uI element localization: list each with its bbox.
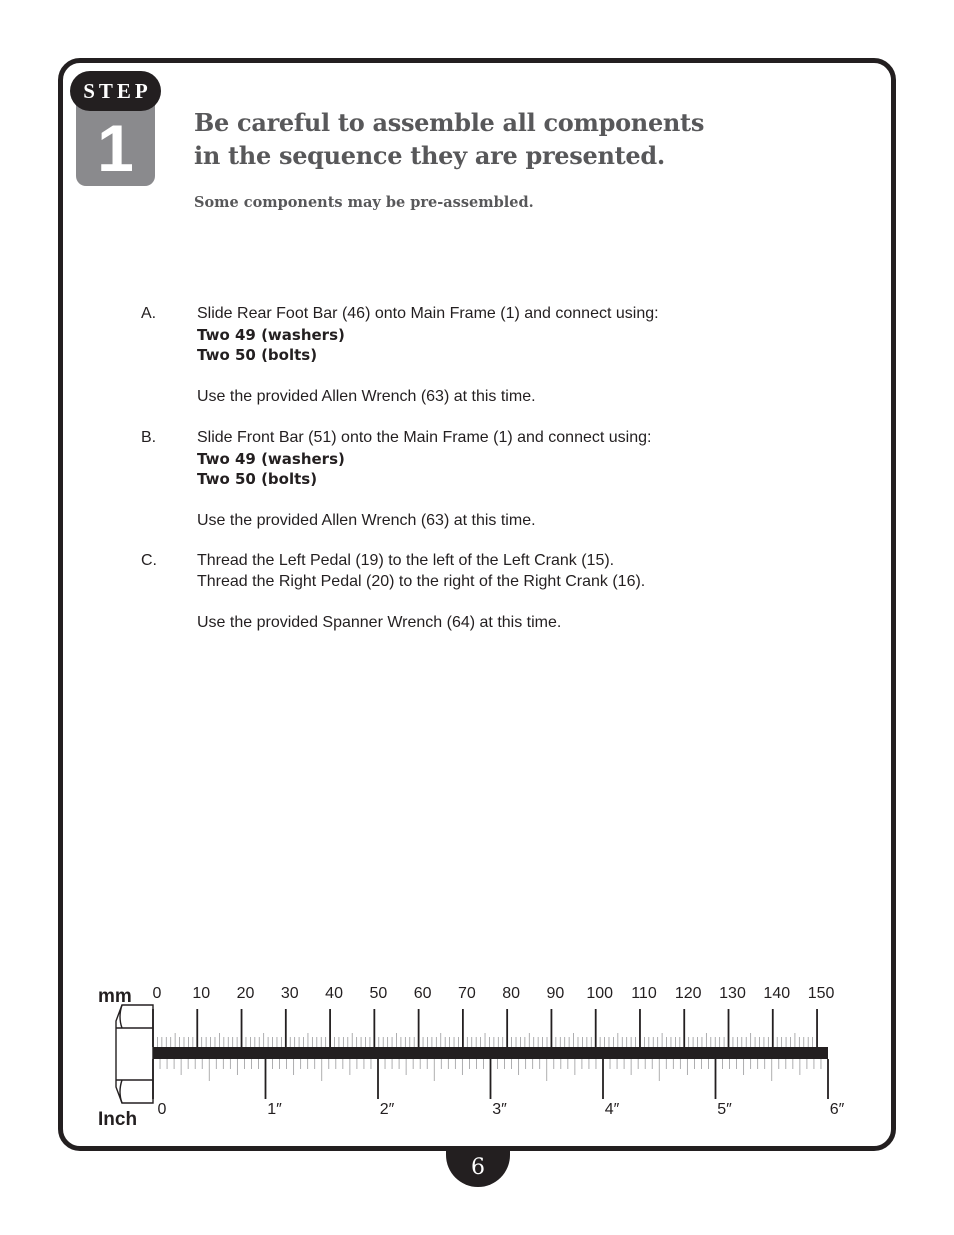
ruler-mm-tick-label: 110 xyxy=(631,985,657,1002)
ruler-inch-tick-label: 2″ xyxy=(379,1101,395,1118)
instruction-text: Slide Rear Foot Bar (46) onto Main Frame (1) and connect using: xyxy=(197,305,659,322)
heading-subtitle: Some components may be pre-assembled. xyxy=(194,194,534,211)
instruction-note: Use the provided Allen Wrench (63) at this time. xyxy=(197,511,536,529)
ruler-mm-tick-label: 0 xyxy=(152,985,162,1002)
ruler-mm-tick-label: 90 xyxy=(546,985,565,1002)
instruction-part: Two 49 (washers) xyxy=(197,449,345,468)
instruction-text: Thread the Right Pedal (20) to the right of the Right Crank (16). xyxy=(197,572,646,590)
instruction-part: Two 50 (bolts) xyxy=(197,346,318,365)
ruler-mm-tick-label: 130 xyxy=(719,985,746,1002)
ruler-inch-tick-label: 3″ xyxy=(492,1101,507,1118)
step-number: 1 xyxy=(97,111,134,185)
ruler-inch-tick-label: 1″ xyxy=(267,1101,282,1118)
bolt-shaft xyxy=(153,1047,828,1059)
instruction-part: Two 50 (bolts) xyxy=(197,470,318,489)
ruler-inch-tick-label: 5″ xyxy=(717,1101,732,1118)
ruler-mm-label: mm xyxy=(98,986,132,1007)
ruler-mm-tick-label: 150 xyxy=(807,985,835,1002)
instruction-note: Use the provided Spanner Wrench (64) at this time. xyxy=(197,614,562,632)
ruler-mm-tick-label: 50 xyxy=(369,985,388,1002)
ruler-mm-tick-label: 140 xyxy=(763,985,791,1002)
ruler-inch-label: Inch xyxy=(98,1109,138,1130)
measurement-ruler xyxy=(96,975,856,1135)
ruler-mm-tick-label: 120 xyxy=(674,985,702,1002)
page-number: 6 xyxy=(446,1151,510,1187)
ruler-mm-tick-label: 30 xyxy=(280,985,299,1002)
instruction-part: Two 49 (washers) xyxy=(197,325,345,344)
ruler-inch-major-ticks xyxy=(153,1059,828,1099)
page-heading xyxy=(194,106,754,172)
ruler-mm-tick-label: 40 xyxy=(325,985,343,1002)
ruler-mm-minor-ticks xyxy=(157,1033,812,1047)
ruler-inch-tick-label: 4″ xyxy=(604,1101,620,1118)
ruler-mm-tick-label: 80 xyxy=(502,985,521,1002)
instruction-letter: B. xyxy=(141,429,157,446)
instruction-text: Thread the Left Pedal (19) to the left of the Left Crank (15). xyxy=(197,552,615,569)
ruler-mm-tick-label: 10 xyxy=(192,985,211,1002)
ruler-mm-tick-label: 70 xyxy=(457,985,476,1002)
instruction-letter: A. xyxy=(141,305,157,322)
ruler-mm-tick-label: 100 xyxy=(586,985,614,1002)
step-label: STEP xyxy=(70,71,161,111)
heading-line-2: in the sequence they are presented. xyxy=(194,141,665,170)
instruction-text: Slide Front Bar (51) onto the Main Frame (1) and connect using: xyxy=(197,429,652,446)
ruler-mm-tick-label: 60 xyxy=(413,985,432,1002)
heading-line-1: Be careful to assemble all components xyxy=(194,108,705,137)
bolt-head-icon xyxy=(116,1005,153,1103)
ruler-mm-tick-label: 20 xyxy=(236,985,255,1002)
instruction-note: Use the provided Allen Wrench (63) at this time. xyxy=(197,387,536,405)
ruler-inch-tick-label: 6″ xyxy=(829,1101,845,1118)
ruler-inch-tick-label: 0 xyxy=(157,1101,167,1118)
instruction-letter: C. xyxy=(141,552,157,569)
